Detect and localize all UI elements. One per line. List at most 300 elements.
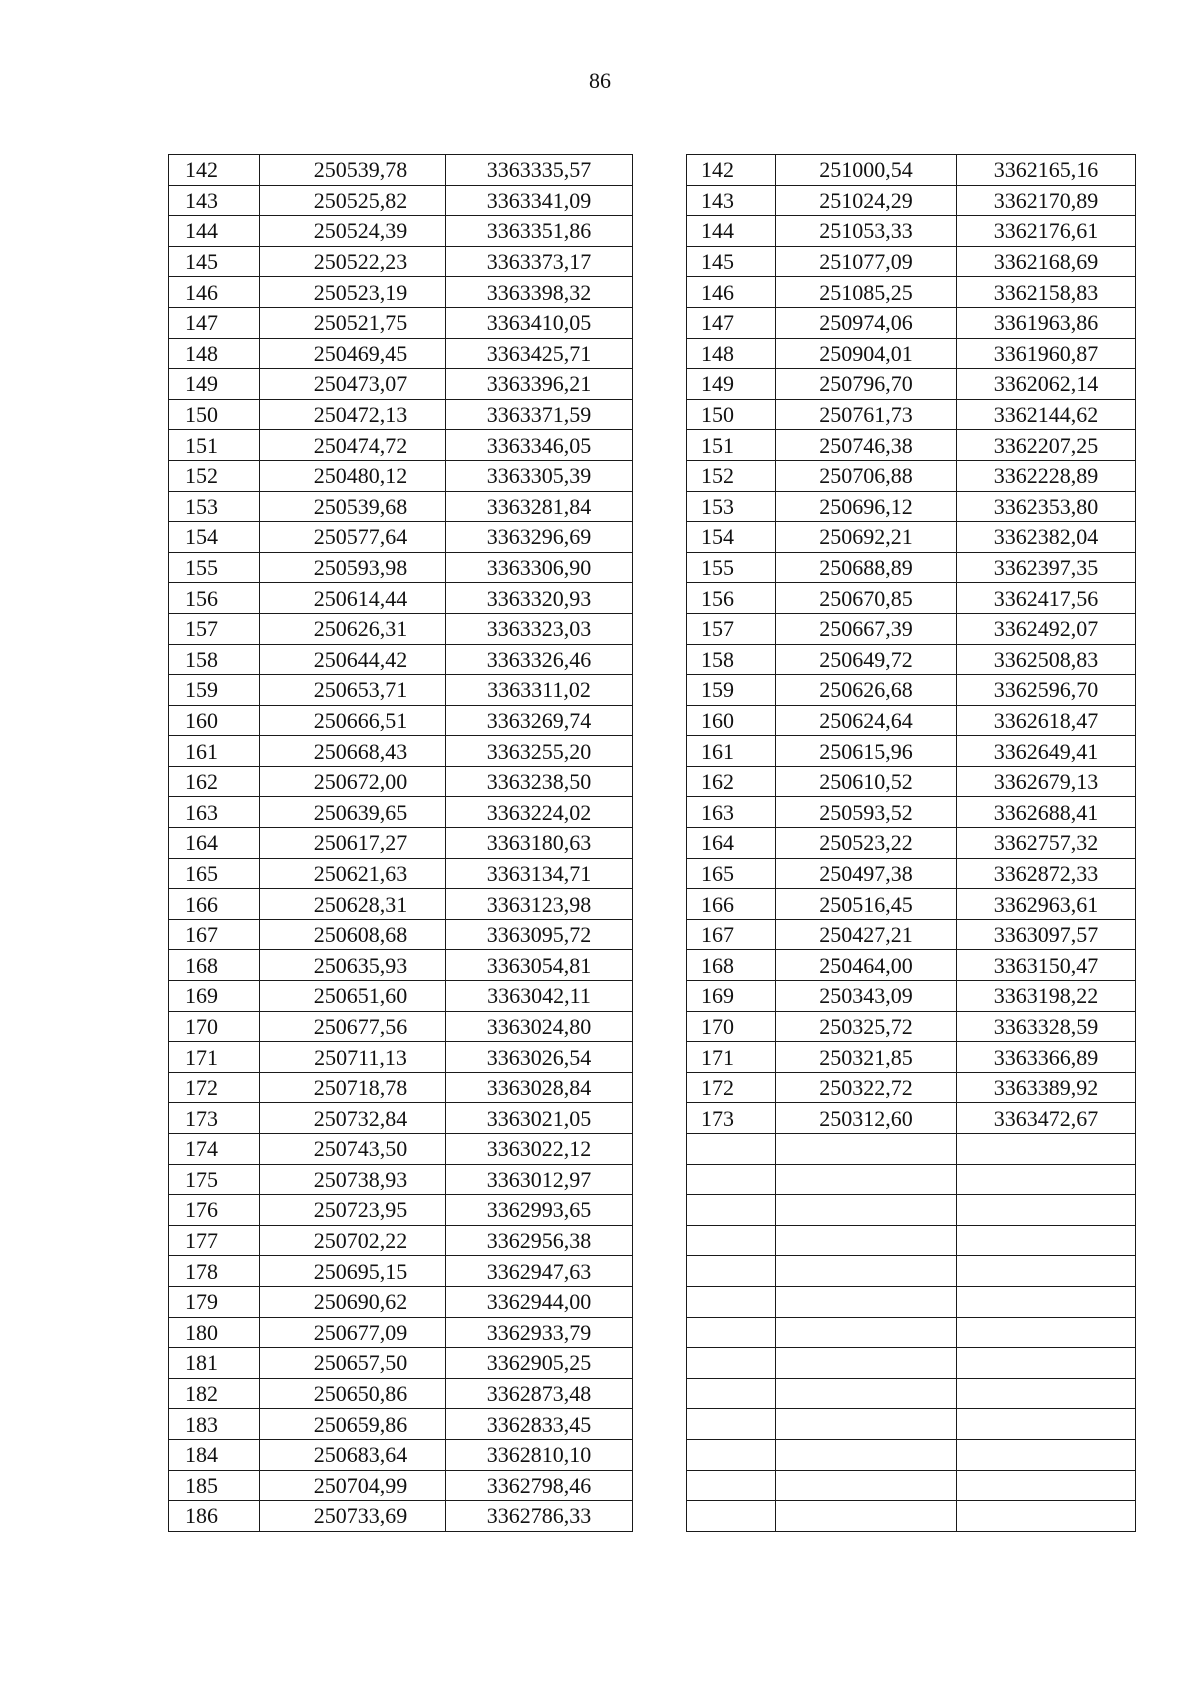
y-coordinate-cell: 3362207,25 [957,430,1136,461]
x-coordinate-cell: 250761,73 [776,399,957,430]
table-row [169,185,633,216]
x-coordinate-cell: 250644,42 [260,644,446,675]
y-coordinate-cell: 3362944,00 [446,1286,633,1317]
y-coordinate-cell [957,1164,1136,1195]
point-number-cell: 182 [169,1378,260,1409]
x-coordinate-cell: 250743,50 [260,1134,446,1165]
table-row [169,1470,633,1501]
x-coordinate-cell: 250615,96 [776,736,957,767]
table-row [687,889,1136,920]
point-number-cell: 158 [169,644,260,675]
y-coordinate-cell [957,1501,1136,1532]
x-coordinate-cell: 250672,00 [260,766,446,797]
point-number-cell: 155 [687,552,776,583]
y-coordinate-cell: 3363328,59 [957,1011,1136,1042]
point-number-cell: 158 [687,644,776,675]
x-coordinate-cell [776,1348,957,1379]
x-coordinate-cell: 250614,44 [260,583,446,614]
table-row [687,1072,1136,1103]
point-number-cell: 172 [169,1072,260,1103]
point-number-cell: 178 [169,1256,260,1287]
point-number-cell [687,1256,776,1287]
y-coordinate-cell: 3363366,89 [957,1042,1136,1073]
y-coordinate-cell: 3362492,07 [957,613,1136,644]
table-row [169,1011,633,1042]
point-number-cell: 153 [687,491,776,522]
table-row [169,1378,633,1409]
y-coordinate-cell: 3363425,71 [446,338,633,369]
table-row [687,1103,1136,1134]
table-row [169,522,633,553]
y-coordinate-cell: 3363472,67 [957,1103,1136,1134]
table-row [687,705,1136,736]
point-number-cell: 163 [169,797,260,828]
y-coordinate-cell: 3362798,46 [446,1470,633,1501]
point-number-cell: 167 [687,919,776,950]
y-coordinate-cell: 3362810,10 [446,1439,633,1470]
y-coordinate-cell [957,1317,1136,1348]
point-number-cell: 162 [169,766,260,797]
point-number-cell: 157 [687,613,776,644]
x-coordinate-cell: 250666,51 [260,705,446,736]
table-row [169,613,633,644]
table-row [169,1164,633,1195]
point-number-cell: 145 [687,246,776,277]
y-coordinate-cell: 3362397,35 [957,552,1136,583]
table-row [687,522,1136,553]
x-coordinate-cell [776,1439,957,1470]
y-coordinate-cell: 3362688,41 [957,797,1136,828]
table-row [169,155,633,186]
table-row [169,1225,633,1256]
table-row [687,828,1136,859]
table-row [169,675,633,706]
x-coordinate-cell: 250322,72 [776,1072,957,1103]
y-coordinate-cell: 3363028,84 [446,1072,633,1103]
point-number-cell: 144 [169,216,260,247]
point-number-cell: 171 [169,1042,260,1073]
y-coordinate-cell: 3363255,20 [446,736,633,767]
y-coordinate-cell: 3363351,86 [446,216,633,247]
y-coordinate-cell: 3362786,33 [446,1501,633,1532]
point-number-cell: 171 [687,1042,776,1073]
x-coordinate-cell: 250704,99 [260,1470,446,1501]
x-coordinate-cell: 250718,78 [260,1072,446,1103]
x-coordinate-cell: 250732,84 [260,1103,446,1134]
table-row [687,1439,1136,1470]
y-coordinate-cell: 3362508,83 [957,644,1136,675]
point-number-cell: 165 [169,858,260,889]
x-coordinate-cell: 250677,56 [260,1011,446,1042]
y-coordinate-cell: 3363269,74 [446,705,633,736]
table-row [169,1439,633,1470]
point-number-cell: 148 [687,338,776,369]
y-coordinate-cell: 3363042,11 [446,981,633,1012]
x-coordinate-cell: 250683,64 [260,1439,446,1470]
point-number-cell: 167 [169,919,260,950]
y-coordinate-cell: 3363373,17 [446,246,633,277]
table-row [169,1256,633,1287]
table-row [169,1134,633,1165]
x-coordinate-cell: 250593,98 [260,552,446,583]
y-coordinate-cell: 3363123,98 [446,889,633,920]
x-coordinate-cell: 250325,72 [776,1011,957,1042]
point-number-cell [687,1317,776,1348]
point-number-cell: 185 [169,1470,260,1501]
table-row [687,736,1136,767]
table-row [687,155,1136,186]
y-coordinate-cell: 3363326,46 [446,644,633,675]
point-number-cell [687,1348,776,1379]
x-coordinate-cell: 251024,29 [776,185,957,216]
table-row [169,460,633,491]
y-coordinate-cell: 3363305,39 [446,460,633,491]
point-number-cell: 170 [687,1011,776,1042]
point-number-cell: 173 [687,1103,776,1134]
y-coordinate-cell [957,1378,1136,1409]
x-coordinate-cell: 250796,70 [776,369,957,400]
y-coordinate-cell: 3363281,84 [446,491,633,522]
y-coordinate-cell: 3362933,79 [446,1317,633,1348]
table-row [687,1470,1136,1501]
point-number-cell: 183 [169,1409,260,1440]
table-row [687,766,1136,797]
point-number-cell: 166 [169,889,260,920]
table-row [687,1134,1136,1165]
table-row [687,797,1136,828]
table-row [169,950,633,981]
x-coordinate-cell: 250523,19 [260,277,446,308]
y-coordinate-cell: 3363198,22 [957,981,1136,1012]
table-row [169,797,633,828]
y-coordinate-cell: 3362947,63 [446,1256,633,1287]
table-row [687,1195,1136,1226]
table-row [169,1317,633,1348]
x-coordinate-cell: 250639,65 [260,797,446,828]
x-coordinate-cell: 250626,68 [776,675,957,706]
point-number-cell: 186 [169,1501,260,1532]
y-coordinate-cell: 3363012,97 [446,1164,633,1195]
point-number-cell: 170 [169,1011,260,1042]
y-coordinate-cell: 3363296,69 [446,522,633,553]
table-row [169,1501,633,1532]
x-coordinate-cell: 250695,15 [260,1256,446,1287]
point-number-cell: 164 [687,828,776,859]
coordinates-table-left [168,154,633,1532]
x-coordinate-cell: 250690,62 [260,1286,446,1317]
point-number-cell: 156 [687,583,776,614]
x-coordinate-cell: 250473,07 [260,369,446,400]
x-coordinate-cell: 250521,75 [260,307,446,338]
y-coordinate-cell [957,1195,1136,1226]
point-number-cell: 146 [687,277,776,308]
point-number-cell: 151 [687,430,776,461]
point-number-cell: 149 [687,369,776,400]
table-row [169,981,633,1012]
point-number-cell: 154 [687,522,776,553]
point-number-cell: 181 [169,1348,260,1379]
y-coordinate-cell: 3362905,25 [446,1348,633,1379]
table-row [687,1378,1136,1409]
point-number-cell: 160 [169,705,260,736]
x-coordinate-cell: 250480,12 [260,460,446,491]
x-coordinate-cell: 250711,13 [260,1042,446,1073]
y-coordinate-cell: 3362956,38 [446,1225,633,1256]
point-number-cell: 173 [169,1103,260,1134]
x-coordinate-cell: 250617,27 [260,828,446,859]
y-coordinate-cell: 3362228,89 [957,460,1136,491]
table-row [169,1348,633,1379]
y-coordinate-cell: 3362062,14 [957,369,1136,400]
point-number-cell [687,1225,776,1256]
table-row [687,583,1136,614]
x-coordinate-cell [776,1501,957,1532]
y-coordinate-cell: 3362417,56 [957,583,1136,614]
point-number-cell: 175 [169,1164,260,1195]
x-coordinate-cell: 250524,39 [260,216,446,247]
x-coordinate-cell [776,1225,957,1256]
y-coordinate-cell: 3362618,47 [957,705,1136,736]
point-number-cell [687,1378,776,1409]
point-number-cell: 165 [687,858,776,889]
point-number-cell: 148 [169,338,260,369]
y-coordinate-cell: 3363024,80 [446,1011,633,1042]
x-coordinate-cell: 250628,31 [260,889,446,920]
x-coordinate-cell: 250688,89 [776,552,957,583]
y-coordinate-cell: 3363346,05 [446,430,633,461]
point-number-cell: 174 [169,1134,260,1165]
x-coordinate-cell: 250696,12 [776,491,957,522]
table-row [687,950,1136,981]
y-coordinate-cell [957,1348,1136,1379]
y-coordinate-cell: 3363095,72 [446,919,633,950]
table-row [169,1072,633,1103]
point-number-cell: 147 [687,307,776,338]
table-row [687,1348,1136,1379]
point-number-cell: 157 [169,613,260,644]
coordinates-table-right [686,154,1136,1532]
point-number-cell: 146 [169,277,260,308]
y-coordinate-cell: 3363389,92 [957,1072,1136,1103]
x-coordinate-cell: 250516,45 [776,889,957,920]
coordinates-table-left-body [169,155,633,1532]
table-row [687,675,1136,706]
y-coordinate-cell: 3363224,02 [446,797,633,828]
table-row [687,1501,1136,1532]
point-number-cell [687,1195,776,1226]
point-number-cell: 168 [687,950,776,981]
table-row [687,613,1136,644]
point-number-cell: 160 [687,705,776,736]
table-row [169,430,633,461]
point-number-cell: 184 [169,1439,260,1470]
x-coordinate-cell: 250497,38 [776,858,957,889]
point-number-cell [687,1286,776,1317]
point-number-cell: 154 [169,522,260,553]
y-coordinate-cell [957,1286,1136,1317]
point-number-cell: 142 [169,155,260,186]
point-number-cell [687,1409,776,1440]
point-number-cell: 162 [687,766,776,797]
x-coordinate-cell: 250668,43 [260,736,446,767]
y-coordinate-cell: 3363054,81 [446,950,633,981]
y-coordinate-cell: 3363150,47 [957,950,1136,981]
x-coordinate-cell: 250650,86 [260,1378,446,1409]
x-coordinate-cell [776,1134,957,1165]
y-coordinate-cell: 3362596,70 [957,675,1136,706]
y-coordinate-cell: 3363134,71 [446,858,633,889]
table-row [687,858,1136,889]
table-row [169,889,633,920]
x-coordinate-cell [776,1195,957,1226]
x-coordinate-cell: 250706,88 [776,460,957,491]
x-coordinate-cell: 250659,86 [260,1409,446,1440]
table-row [169,1103,633,1134]
x-coordinate-cell: 250649,72 [776,644,957,675]
x-coordinate-cell: 250472,13 [260,399,446,430]
y-coordinate-cell: 3363238,50 [446,766,633,797]
x-coordinate-cell: 250610,52 [776,766,957,797]
point-number-cell [687,1439,776,1470]
x-coordinate-cell: 250667,39 [776,613,957,644]
x-coordinate-cell: 250321,85 [776,1042,957,1073]
point-number-cell: 145 [169,246,260,277]
y-coordinate-cell: 3362168,69 [957,246,1136,277]
x-coordinate-cell: 250469,45 [260,338,446,369]
table-row [169,919,633,950]
y-coordinate-cell: 3363097,57 [957,919,1136,950]
point-number-cell: 143 [687,185,776,216]
x-coordinate-cell: 250523,22 [776,828,957,859]
point-number-cell [687,1501,776,1532]
table-row [687,1409,1136,1440]
table-row [169,583,633,614]
point-number-cell: 159 [687,675,776,706]
y-coordinate-cell: 3362170,89 [957,185,1136,216]
x-coordinate-cell: 250621,63 [260,858,446,889]
x-coordinate-cell: 250733,69 [260,1501,446,1532]
y-coordinate-cell: 3363306,90 [446,552,633,583]
table-row [169,277,633,308]
point-number-cell: 147 [169,307,260,338]
table-row [169,216,633,247]
x-coordinate-cell [776,1409,957,1440]
x-coordinate-cell: 250746,38 [776,430,957,461]
point-number-cell: 156 [169,583,260,614]
table-row [169,858,633,889]
y-coordinate-cell: 3362833,45 [446,1409,633,1440]
y-coordinate-cell: 3363311,02 [446,675,633,706]
y-coordinate-cell: 3362165,16 [957,155,1136,186]
page-number: 86 [589,68,611,93]
y-coordinate-cell: 3363021,05 [446,1103,633,1134]
table-row [687,399,1136,430]
table-row [687,369,1136,400]
table-row [169,246,633,277]
y-coordinate-cell: 3363022,12 [446,1134,633,1165]
table-row [687,246,1136,277]
table-row [687,1286,1136,1317]
point-number-cell: 144 [687,216,776,247]
y-coordinate-cell: 3362963,61 [957,889,1136,920]
x-coordinate-cell: 250904,01 [776,338,957,369]
x-coordinate-cell: 251000,54 [776,155,957,186]
coordinates-table-right-body [687,155,1136,1532]
table-row [687,277,1136,308]
table-row [687,1256,1136,1287]
y-coordinate-cell [957,1225,1136,1256]
x-coordinate-cell: 250474,72 [260,430,446,461]
x-coordinate-cell: 250464,00 [776,950,957,981]
x-coordinate-cell: 250525,82 [260,185,446,216]
table-row [687,185,1136,216]
y-coordinate-cell: 3363396,21 [446,369,633,400]
x-coordinate-cell: 250670,85 [776,583,957,614]
x-coordinate-cell [776,1317,957,1348]
table-row [169,644,633,675]
point-number-cell: 155 [169,552,260,583]
x-coordinate-cell [776,1256,957,1287]
point-number-cell: 152 [169,460,260,491]
x-coordinate-cell: 251077,09 [776,246,957,277]
y-coordinate-cell: 3362757,32 [957,828,1136,859]
table-row [687,216,1136,247]
point-number-cell [687,1164,776,1195]
table-row [169,552,633,583]
y-coordinate-cell: 3363335,57 [446,155,633,186]
point-number-cell [687,1470,776,1501]
y-coordinate-cell: 3361960,87 [957,338,1136,369]
y-coordinate-cell: 3363410,05 [446,307,633,338]
table-row [687,338,1136,369]
x-coordinate-cell: 250626,31 [260,613,446,644]
point-number-cell: 169 [687,981,776,1012]
point-number-cell: 164 [169,828,260,859]
x-coordinate-cell: 250974,06 [776,307,957,338]
table-row [169,705,633,736]
point-number-cell: 179 [169,1286,260,1317]
table-row [687,1317,1136,1348]
table-row [687,1042,1136,1073]
point-number-cell: 143 [169,185,260,216]
table-row [687,430,1136,461]
y-coordinate-cell: 3362993,65 [446,1195,633,1226]
x-coordinate-cell [776,1378,957,1409]
y-coordinate-cell: 3362176,61 [957,216,1136,247]
point-number-cell: 169 [169,981,260,1012]
y-coordinate-cell: 3362873,48 [446,1378,633,1409]
y-coordinate-cell [957,1256,1136,1287]
x-coordinate-cell: 250577,64 [260,522,446,553]
point-number-cell: 152 [687,460,776,491]
y-coordinate-cell: 3363026,54 [446,1042,633,1073]
point-number-cell [687,1134,776,1165]
x-coordinate-cell: 250692,21 [776,522,957,553]
x-coordinate-cell: 250427,21 [776,919,957,950]
x-coordinate-cell: 250651,60 [260,981,446,1012]
x-coordinate-cell: 250312,60 [776,1103,957,1134]
point-number-cell: 150 [687,399,776,430]
table-row [169,1195,633,1226]
table-row [169,338,633,369]
y-coordinate-cell: 3362872,33 [957,858,1136,889]
table-row [169,736,633,767]
table-row [169,491,633,522]
x-coordinate-cell [776,1470,957,1501]
point-number-cell: 159 [169,675,260,706]
point-number-cell: 163 [687,797,776,828]
x-coordinate-cell: 250653,71 [260,675,446,706]
